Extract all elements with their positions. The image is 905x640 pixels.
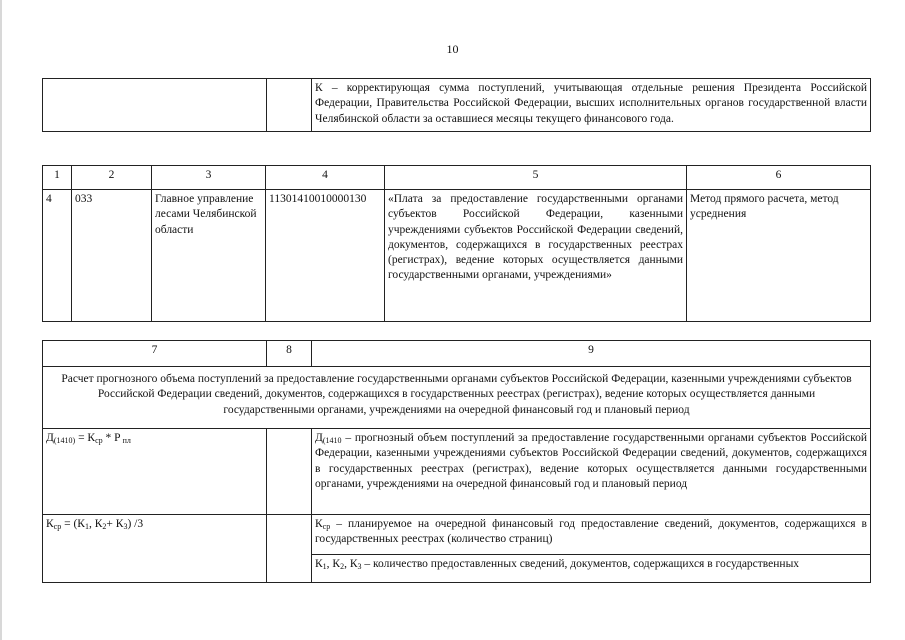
empty-cell bbox=[267, 79, 312, 132]
average-formula: $К_{ср} = (К_1$, $К_2+ К_3$) /3 bbox=[43, 515, 267, 583]
column-header: 1 bbox=[43, 166, 72, 190]
header-row bbox=[43, 341, 871, 367]
average-description: $К_{ср}$ – планируемое на очередной финансовый год предоставление сведений, документов, содержащихся в государственных реестрах (количество страниц) bbox=[312, 515, 871, 555]
column-header: 9 bbox=[312, 341, 871, 367]
title-row bbox=[43, 367, 871, 429]
column-header: 6 bbox=[687, 166, 871, 190]
quantity-description: $К_1$, $К_2$, $К_3$ – количество предоставленных сведений, документов, содержащихся в государственных bbox=[312, 555, 871, 583]
row-number: 4 bbox=[43, 190, 72, 322]
empty-cell bbox=[43, 79, 267, 132]
admin-name: Главное управление лесами Челябинской области bbox=[152, 190, 266, 322]
column-header: 7 bbox=[43, 341, 267, 367]
table-row bbox=[43, 515, 871, 555]
empty-cell bbox=[267, 515, 312, 583]
forecast-description: $Д_{(1410}$ – прогнозный объем поступлений за предоставление государственными органами субъектов Российской Федерации, казенными учреждениями субъектов Российской Федерации сведений, документов, содержащихся в государственных реестрах (регистрах), ведение которых осуществляется данными государственными органами, учреждениями на очередной финансовый год и плановый период bbox=[312, 429, 871, 515]
empty-cell bbox=[267, 429, 312, 515]
kbk-code: 11301410010000130 bbox=[266, 190, 385, 322]
revenue-source-table bbox=[42, 165, 871, 322]
header-row bbox=[43, 166, 871, 190]
calculation-table bbox=[42, 340, 871, 583]
calculation-title: Расчет прогнозного объема поступлений за предоставление государственными органами субъектов Российской Федерации, казенными учреждениями субъектов Российской Федерации сведений, документов, содержащихся в государственных реестрах (регистрах), ведение которых осуществляется данными государственными органами, учреждениями на очередной финансовый год и плановый период bbox=[43, 367, 871, 429]
table-row bbox=[43, 190, 871, 322]
column-header: 2 bbox=[72, 166, 152, 190]
forecast-method: Метод прямого расчета, метод усреднения bbox=[687, 190, 871, 322]
continuation-table bbox=[42, 78, 871, 132]
admin-code: 033 bbox=[72, 190, 152, 322]
correction-sum-text: К – корректирующая сумма поступлений, учитывающая отдельные решения Президента Российской Федерации, Правительства Российской Федерации, высших исполнительных органов государственной власти Челябинской области за оставшиеся месяцы текущего финансового года. bbox=[312, 79, 871, 132]
column-header: 3 bbox=[152, 166, 266, 190]
table-row bbox=[43, 429, 871, 515]
column-header: 8 bbox=[267, 341, 312, 367]
scan-margin-line bbox=[0, 0, 2, 640]
forecast-formula: $Д_{(1410)} = К_{ср} * Р$ $_{пл}$ bbox=[43, 429, 267, 515]
page-number: 10 bbox=[446, 42, 459, 56]
revenue-name: «Плата за предоставление государственными органами субъектов Российской Федерации, казенными учреждениями субъектов Российской Федерации сведений, документов, содержащихся в государственных реестрах (регистрах), ведение которых осуществляется данными государственными органами, учреждениями» bbox=[385, 190, 687, 322]
column-header: 4 bbox=[266, 166, 385, 190]
column-header: 5 bbox=[385, 166, 687, 190]
